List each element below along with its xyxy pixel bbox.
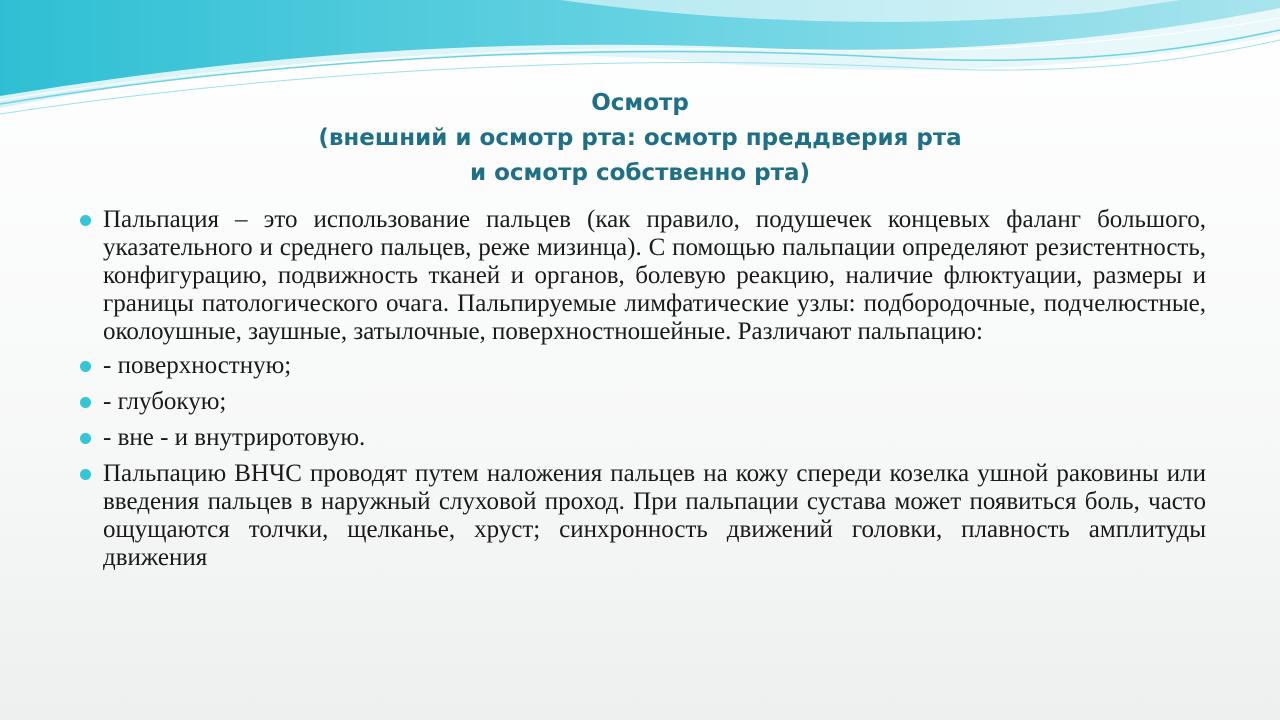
bullet-dot-icon (80, 215, 91, 226)
bullet-item-oral (78, 424, 1206, 452)
bullet-item-superficial (78, 352, 1206, 380)
bullet-text: - глубокую; (103, 388, 227, 415)
title-line-1: Осмотр (591, 90, 689, 116)
bullet-dot-icon (80, 361, 91, 372)
bullet-list (78, 206, 1206, 578)
title-line-3: и осмотр собственно рта) (470, 160, 810, 186)
bullet-text: - вне - и внутриротовую. (103, 424, 366, 451)
bullet-dot-icon (80, 397, 91, 408)
bullet-item-deep (78, 388, 1206, 416)
title-line-2: (внешний и осмотр рта: осмотр преддверия рта (318, 125, 962, 151)
bullet-dot-icon (80, 433, 91, 444)
slide-title (0, 86, 1280, 191)
bullet-item-palpation (78, 206, 1206, 346)
bullet-item-tmj (78, 460, 1206, 572)
bullet-text: Пальпация – это использование пальцев (как правило, подушечек концевых фаланг большого, указательного и среднего пальцев, реже мизинца). С помощью пальпации определяют резистентность, конфигурацию, подвижность тканей и органов, болевую реакцию, наличие флюктуации, размеры и границы патологического очага. Пальпируемые лимфатические узлы: подбородочные, подчелюстные, околоушные, заушные, затылочные, поверхностношейные. Различают пальпацию: (103, 206, 1206, 345)
bullet-text: Пальпацию ВНЧС проводят путем наложения пальцев на кожу спереди козелка ушной раковины или введения пальцев в наружный слуховой проход. При пальпации сустава может появиться боль, часто ощущаются толчки, щелканье, хруст; синхронность движений головки, плавность амплитуды движения (103, 460, 1206, 571)
bullet-text: - поверхностную; (103, 352, 292, 379)
bullet-dot-icon (80, 469, 91, 480)
